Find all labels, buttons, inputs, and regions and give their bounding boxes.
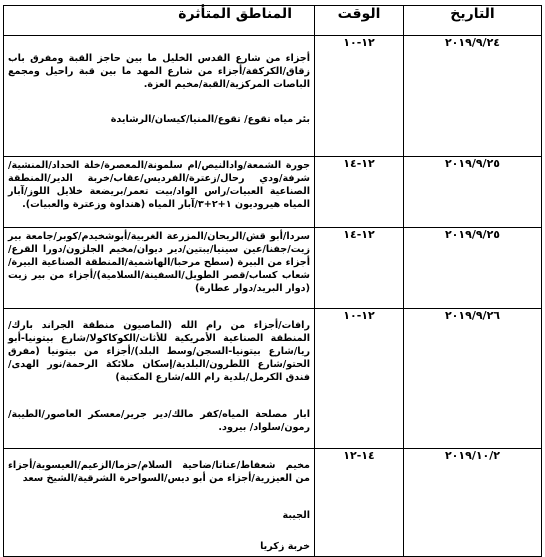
areas-text: مخيم شعفاط/عناتا/ضاحية السلام/حزما/الزعيم/العيسوية/أجزاء من العيزرية/أجزاء من أبو ديس/السواحرة الشرقية/الشيخ سعد (8, 460, 310, 484)
header-areas: المناطق المتأثرة (4, 6, 315, 36)
table-row (4, 309, 542, 449)
areas-text: سردا/أبو قش/الريحان/المزرعة الغربية/أبوشخيدم/كوبر/جامعة بير زيت/جفنا/عين سينيا/يبتين/دير ديوان/مخيم الجلزون/دورا القرع/أجزاء من البيرة (سطح مرحبا/الهاشمية/المنطقة الصناعية البيرة/شعاب كساب/قصر الطويل/السفينة/السلامية)/أجزاء من بير زيت (دوار البريد/دوار عطارة) (8, 231, 310, 294)
date-cell: ٢٠١٩/٩/٢٤ (404, 36, 542, 157)
areas-text: أجزاء من شارع القدس الخليل ما بين حاجز القبة ومفرق باب زقاق/الكركفة/أجزاء من شارع المهد ما بين قبة راحيل ومجمع الباصات المركزية/القبة/مخيم العزة. (8, 53, 310, 90)
areas-cell (4, 449, 315, 557)
header-date: التاريخ (404, 6, 542, 36)
date-cell: ٢٠١٩/٩/٢٥ (404, 228, 542, 309)
areas-text: خربة زكريا (260, 541, 310, 552)
areas-text: جورة الشمعة/وادالنيص/ام سلمونة/المعصرة/خلة الحداد/المنشية/شرفة/ودي رحال/زعترة/الفرديس/عقاب/خربة الدير/المنطقة الصناعية العبيات/راس الواد/بيت تعمر/بريضعة خلايل اللوز/آبار المياه هيروديون ١+٢+٣/آبار المياه (هنداوة وزعترة والعبيات). (8, 160, 310, 210)
table-row (4, 449, 542, 557)
date-cell: ٢٠١٩/١٠/٢ (404, 449, 542, 557)
areas-cell (4, 36, 315, 157)
header-row (4, 6, 542, 36)
areas-text: ابار مصلحة المياه/كفر مالك/دير جرير/معسكر العاصور/الطيبة/رمون/سلواد/ بيرود. (8, 409, 310, 433)
outage-schedule-table (3, 5, 542, 557)
table-row (4, 228, 542, 309)
table-row (4, 157, 542, 228)
table-row (4, 36, 542, 157)
date-cell: ٢٠١٩/٩/٢٦ (404, 309, 542, 449)
areas-cell (4, 309, 315, 449)
time-cell: ١٢-١٤ (315, 228, 404, 309)
time-cell: ١٤-١٢ (315, 449, 404, 557)
areas-cell (4, 228, 315, 309)
header-time: الوقت (315, 6, 404, 36)
areas-text: رافات/أجزاء من رام الله (الماصيون منطقة الجراند بارك/المنطقة الصناعية الأمريكية للأثاث/الكوكاكولا/شارع بيتونيا-أبو ريا/شارع بيتونيا-السجن/وسط البلد)/أجزاء من بيتونيا (مفرق الحتو/شارع اللطرون/البلدية/إسكان ملائكة الرحمة/نور الهدى/فندق الكرمل/بلدية رام الله/شارع المكتبة) (8, 320, 310, 383)
time-cell: ١٢-١٤ (315, 157, 404, 228)
time-cell: ١٢-١٠ (315, 36, 404, 157)
areas-cell (4, 157, 315, 228)
areas-text: بئر مياه تقوع/ تقوع/المنيا/كيسان/الرشايدة (110, 114, 310, 125)
time-cell: ١٢-١٠ (315, 309, 404, 449)
date-cell: ٢٠١٩/٩/٢٥ (404, 157, 542, 228)
areas-text: الجيبة (282, 510, 310, 521)
